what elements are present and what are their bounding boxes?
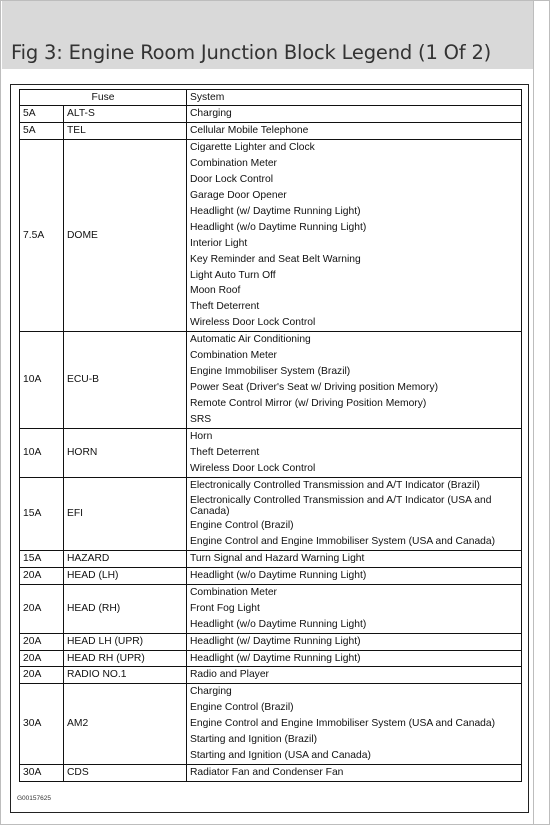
system-item: Turn Signal and Hazard Warning Light [190,552,365,564]
system-item: Cigarette Lighter and Clock [190,141,315,153]
system-list [187,550,522,567]
fuse-name: EFI [64,477,187,550]
system-list [187,684,522,765]
system-item: Headlight (w/ Daytime Running Light) [190,205,361,217]
fuse-name: RADIO NO.1 [64,667,187,684]
fuse-amperage: 5A [20,106,64,123]
fuse-name: CDS [64,765,187,782]
system-item: Wireless Door Lock Control [190,462,316,474]
fuse-amperage: 30A [20,684,64,765]
fuse-name: HAZARD [64,550,187,567]
fuse-legend-table [19,89,522,782]
system-item: Engine Control and Engine Immobiliser System (USA and Canada) [190,535,496,547]
fuse-amperage: 10A [20,332,64,429]
system-item: Engine Control (Brazil) [190,702,294,714]
fuse-amperage: 7.5A [20,139,64,331]
system-item: Theft Deterrent [190,447,260,459]
system-item: Interior Light [190,237,248,249]
table-row [20,332,522,429]
fuse-name: HEAD (LH) [64,567,187,584]
system-item: Engine Control (Brazil) [190,519,294,531]
system-list [187,139,522,331]
system-item: Theft Deterrent [190,301,260,313]
table-row [20,550,522,567]
fuse-name: HORN [64,429,187,478]
system-list [187,667,522,684]
system-item: Horn [190,431,213,443]
system-item: Headlight (w/o Daytime Running Light) [190,618,367,630]
system-item: Power Seat (Driver's Seat w/ Driving position Memory) [190,382,439,394]
system-list [187,567,522,584]
system-list [187,584,522,633]
system-column-header: System [187,90,522,106]
system-item: Headlight (w/ Daytime Running Light) [190,635,361,647]
system-list [187,765,522,782]
system-item: Wireless Door Lock Control [190,317,316,329]
fuse-name: TEL [64,122,187,139]
fuse-name: HEAD LH (UPR) [64,633,187,650]
table-row [20,106,522,123]
system-list [187,650,522,667]
system-item: Front Fog Light [190,602,260,614]
system-item: Radiator Fan and Condenser Fan [190,767,344,779]
fuse-amperage: 20A [20,584,64,633]
system-item: Moon Roof [190,285,241,297]
table-row [20,650,522,667]
table-row [20,765,522,782]
system-item: Engine Control and Engine Immobiliser System (USA and Canada) [190,718,496,730]
system-item: Headlight (w/o Daytime Running Light) [190,221,367,233]
system-item: Electronically Controlled Transmission and A/T Indicator (USA and Canada) [190,494,492,517]
fuse-amperage: 10A [20,429,64,478]
table-row [20,633,522,650]
table-row [20,477,522,550]
system-item: Automatic Air Conditioning [190,334,311,346]
system-item: Engine Immobiliser System (Brazil) [190,366,351,378]
system-item: Starting and Ignition (USA and Canada) [190,750,371,762]
fuse-column-header: Fuse [20,90,187,106]
fuse-name: HEAD RH (UPR) [64,650,187,667]
system-item: Combination Meter [190,157,277,169]
system-list [187,633,522,650]
system-list [187,332,522,429]
table-body [20,106,522,782]
title-bar [2,1,533,69]
table-row [20,584,522,633]
fuse-amperage: 20A [20,650,64,667]
system-list [187,429,522,478]
table-header-row [20,90,522,106]
system-item: Light Auto Turn Off [190,269,276,281]
system-item: Key Reminder and Seat Belt Warning [190,253,361,265]
table-row [20,139,522,331]
system-item: Radio and Player [190,669,269,681]
fuse-amperage: 15A [20,477,64,550]
figure-code: G00157625 [17,795,51,802]
fuse-amperage: 5A [20,122,64,139]
system-item: Cellular Mobile Telephone [190,124,309,136]
fuse-amperage: 20A [20,633,64,650]
fuse-amperage: 20A [20,667,64,684]
fuse-amperage: 20A [20,567,64,584]
table-row [20,122,522,139]
system-item: SRS [190,414,212,426]
system-item: Door Lock Control [190,173,273,185]
table-row [20,429,522,478]
system-item: Combination Meter [190,350,277,362]
system-item: Starting and Ignition (Brazil) [190,734,318,746]
fuse-name: HEAD (RH) [64,584,187,633]
system-item: Charging [190,686,232,698]
fuse-name: DOME [64,139,187,331]
system-item: Garage Door Opener [190,189,287,201]
fuse-name: ECU-B [64,332,187,429]
table-row [20,667,522,684]
fuse-amperage: 15A [20,550,64,567]
system-list [187,122,522,139]
system-item: Combination Meter [190,586,277,598]
system-item: Remote Control Mirror (w/ Driving Position Memory) [190,398,427,410]
table-row [20,567,522,584]
system-item: Electronically Controlled Transmission and A/T Indicator (Brazil) [190,479,480,491]
fuse-amperage: 30A [20,765,64,782]
system-item: Charging [190,108,232,119]
fuse-name: AM2 [64,684,187,765]
system-item: Headlight (w/ Daytime Running Light) [190,652,361,664]
system-list [187,477,522,550]
page-margin-rule [533,1,534,824]
system-item: Headlight (w/o Daytime Running Light) [190,569,367,581]
system-list [187,106,522,123]
page-title: Fig 3: Engine Room Junction Block Legend (1 Of 2) [11,41,492,64]
table-row [20,684,522,765]
fuse-name: ALT-S [64,106,187,123]
